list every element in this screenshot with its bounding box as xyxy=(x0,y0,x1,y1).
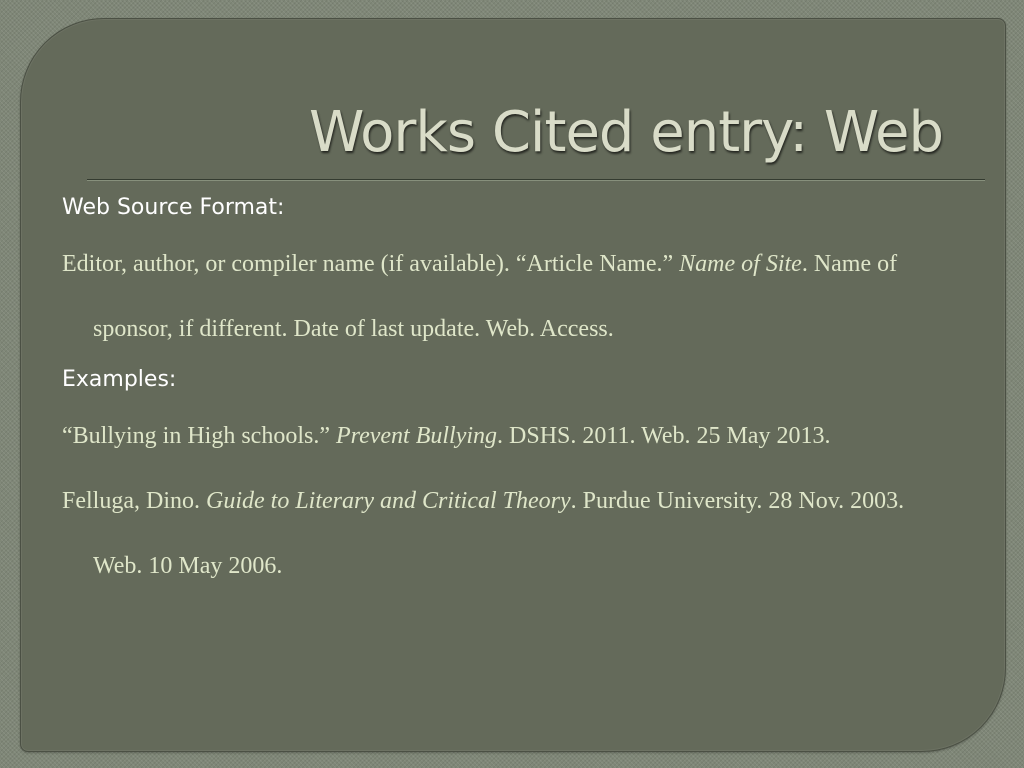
example-1-part1: “Bullying in High schools.” xyxy=(62,423,336,449)
example-entry-1 xyxy=(62,404,942,469)
format-entry-part1: Editor, author, or compiler name (if available). “Article Name.” xyxy=(62,251,680,277)
example-1-title: Prevent Bullying xyxy=(335,423,498,449)
title-divider xyxy=(87,179,985,181)
format-entry-site: Name of Site xyxy=(679,251,802,277)
example-2-part1: Felluga, Dino. xyxy=(62,488,206,514)
example-2-part2: . Purdue University. 28 Nov. 2003. Web. 10 May 2006. xyxy=(93,488,905,579)
slide-title: Works Cited entry: Web xyxy=(309,100,943,165)
example-1-part2: . DSHS. 2011. Web. 25 May 2013. xyxy=(497,423,831,449)
format-heading: Web Source Format: xyxy=(62,195,285,220)
example-2-title: Guide to Literary and Critical Theory xyxy=(206,488,571,514)
slide-body xyxy=(62,190,942,599)
examples-heading: Examples: xyxy=(62,367,177,392)
format-entry-part2: . Name of sponsor, if different. Date of last update. Web. Access. xyxy=(93,251,898,342)
format-entry xyxy=(62,232,942,362)
example-entry-2 xyxy=(62,469,942,599)
